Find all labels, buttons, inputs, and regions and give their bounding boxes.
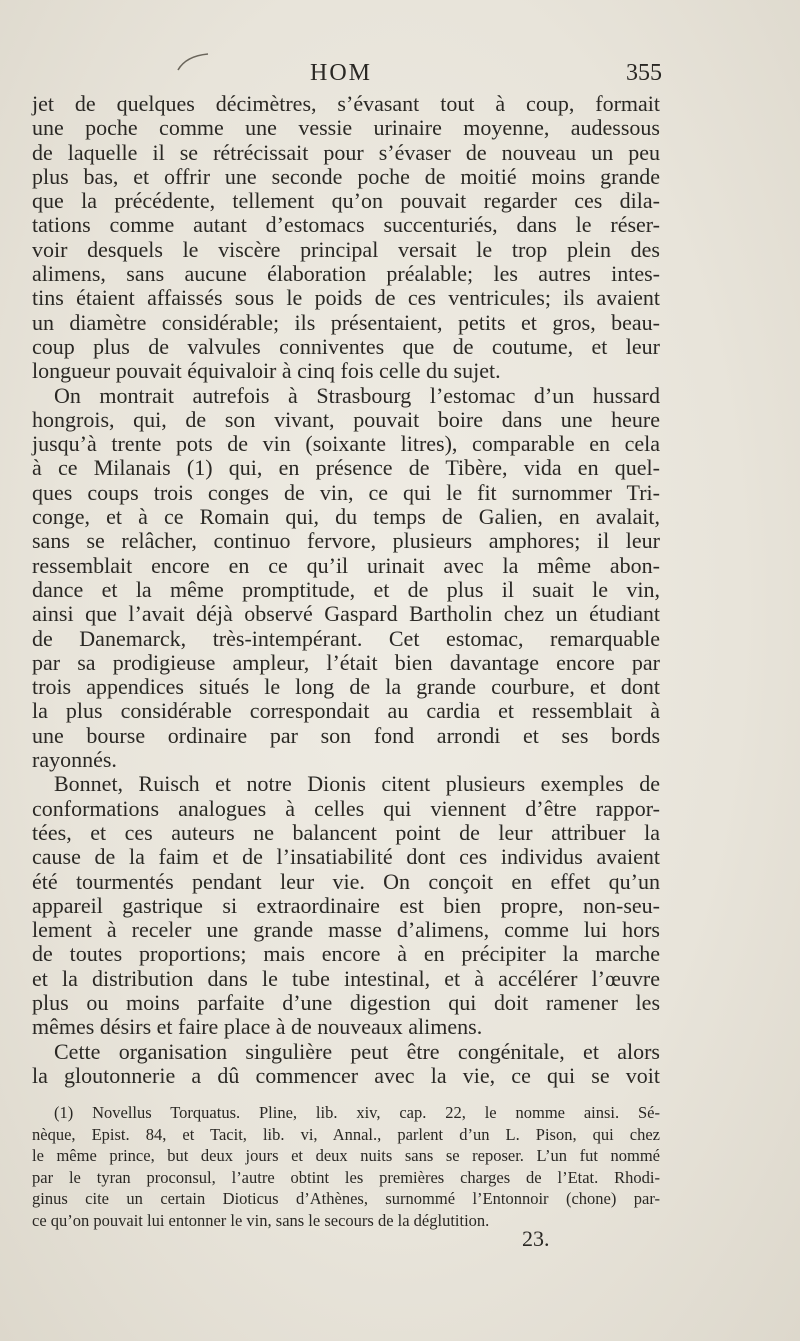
text-line: hongrois, qui, de son vivant, pouvait boire dans une heure <box>32 406 660 432</box>
text-line: ainsi que l’avait déjà observé Gaspard Bartholin chez un étudiant <box>32 601 660 627</box>
text-line: jusqu’à trente pots de vin (soixante litres), comparable en cela <box>32 431 660 457</box>
text-line: Bonnet, Ruisch et notre Dionis citent plusieurs exemples de <box>54 771 660 797</box>
text-line: conformations analogues à celles qui viennent d’être rappor- <box>32 795 660 821</box>
text-line: et la distribution dans le tube intestinal, et à accélérer l’œuvre <box>32 965 660 991</box>
text-line: coup plus de valvules conniventes que de coutume, et leur <box>32 333 660 359</box>
text-line: que la précédente, tellement qu’on pouvait regarder ces dila- <box>32 188 660 214</box>
page-header <box>32 60 662 90</box>
text-line: cause de la faim et de l’insatiabilité dont ces individus avaient <box>32 844 660 870</box>
text-line: ques coups trois conges de vin, ce qui le fit surnommer Tri- <box>32 479 660 505</box>
signature-mark: 23. <box>522 1226 550 1251</box>
text-line: été tourmentés pendant leur vie. On conçoit en effet qu’un <box>32 868 660 894</box>
footnote-line: ginus cite un certain Dioticus d’Athènes, surnommé l’Entonnoir (chone) par- <box>32 1189 660 1208</box>
text-line: ressemblait encore en ce qu’il urinait avec la même abon- <box>32 552 660 578</box>
text-line: Cette organisation singulière peut être congénitale, et alors <box>54 1038 660 1064</box>
text-line: par sa prodigieuse ampleur, l’était bien davantage encore par <box>32 649 660 675</box>
page-number: 355 <box>626 60 662 86</box>
text-line: à ce Milanais (1) qui, en présence de Tibère, vida en quel- <box>32 455 660 481</box>
text-line: la gloutonnerie a dû commencer avec la vie, ce qui se voit <box>32 1062 660 1088</box>
text-line: jet de quelques décimètres, s’évasant tout à coup, formait <box>32 91 660 116</box>
footnote-line: (1) Novellus Torquatus. Pline, lib. xiv, cap. 22, le nomme ainsi. Sé- <box>54 1103 660 1122</box>
footnote-line: nèque, Epist. 84, et Tacit, lib. vi, Annal., parlent d’un L. Pison, qui chez <box>32 1124 660 1144</box>
text-line: On montrait autrefois à Strasbourg l’estomac d’un hussard <box>54 382 660 408</box>
text-line: de Danemarck, très-intempérant. Cet estomac, remarquable <box>32 625 660 651</box>
running-head: HOM <box>310 60 373 86</box>
text-line: une poche comme une vessie urinaire moyenne, audessous <box>32 115 660 141</box>
text-line: mêmes désirs et faire place à de nouveaux alimens. <box>32 1014 483 1040</box>
text-line: longueur pouvait équivaloir à cinq fois celle du sujet. <box>32 358 501 384</box>
text-line: de toutes proportions; mais encore à en précipiter la marche <box>32 941 660 967</box>
text-line: dance et la même promptitude, et de plus il suait le vin, <box>32 576 660 602</box>
text-line: appareil gastrique si extraordinaire est bien propre, non-seu- <box>32 892 660 918</box>
text-line: alimens, sans aucune élaboration préalable; les autres intes- <box>32 261 660 287</box>
text-line: tées, et ces auteurs ne balancent point de leur attribuer la <box>32 819 660 845</box>
text-line: de laquelle il se rétrécissait pour s’évaser de nouveau un peu <box>32 139 660 165</box>
footnotes <box>32 1102 660 1231</box>
text-line: trois appendices situés le long de la grande courbure, et dont <box>32 674 660 700</box>
text-line: tations comme autant d’estomacs succenturiés, dans le réser- <box>32 212 660 238</box>
text-line: conge, et à ce Romain qui, du temps de Galien, en avalait, <box>32 504 660 530</box>
footnote-line: le même prince, but deux jours et deux nuits sans se reposer. L’un fut nommé <box>32 1146 660 1165</box>
text-line: un diamètre considérable; ils présentaient, petits et gros, beau- <box>32 309 660 335</box>
text-line: plus ou moins parfaite d’une digestion qui doit ramener les <box>32 989 660 1015</box>
text-line: plus bas, et offrir une seconde poche de moitié moins grande <box>32 163 660 189</box>
text-line: sans se relâcher, continuo fervore, plusieurs amphores; il leur <box>32 528 660 554</box>
text-line: lement à receler une grande masse d’alimens, comme lui hors <box>32 917 660 943</box>
text-line: rayonnés. <box>32 747 117 773</box>
text-line: tins étaient affaissés sous le poids de ces ventricules; ils avaient <box>32 285 660 311</box>
text-line: voir desquels le viscère principal versait le trop plein des <box>32 236 660 262</box>
text-line: une bourse ordinaire par son fond arrondi et ses bords <box>32 722 660 748</box>
footnote-line: par le tyran proconsul, l’autre obtint les premières charges de l’Etat. Rhodi- <box>32 1167 660 1187</box>
footnote-line: ce qu’on pouvait lui entonner le vin, sans le secours de la déglutition. <box>32 1210 490 1230</box>
text-line: la plus considérable correspondait au cardia et ressemblait à <box>32 698 660 724</box>
body-text <box>32 92 660 1088</box>
